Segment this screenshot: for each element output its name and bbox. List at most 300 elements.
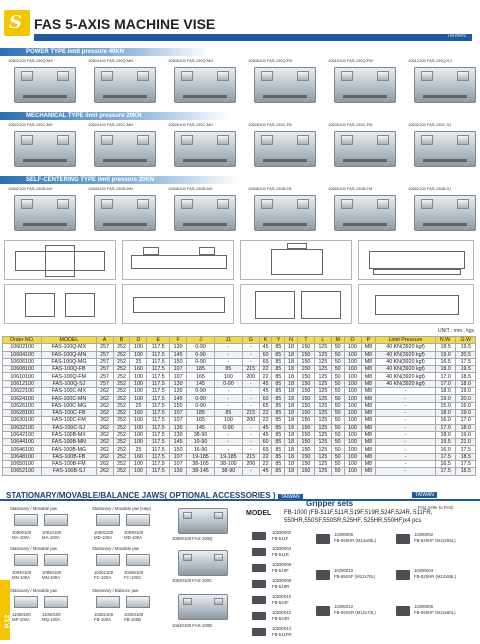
table-header-cell: K <box>259 337 272 344</box>
table-cell: 18 <box>285 453 298 460</box>
vise-image <box>334 131 396 167</box>
table-cell: 85 <box>214 366 242 373</box>
gripper-image <box>396 570 410 580</box>
jaw-image <box>44 596 68 608</box>
table-header-row <box>3 337 476 344</box>
table-cell: 38-145 <box>187 468 215 475</box>
table-cell: 18 <box>285 409 298 416</box>
table-cell: 22 <box>259 409 272 416</box>
table-cell: M8 <box>361 468 376 475</box>
table-cell: 100 <box>130 424 147 431</box>
table-row <box>3 380 476 387</box>
table-cell: 40 KN(3920 kgf) <box>376 373 435 380</box>
table-cell: 18.5 <box>456 468 476 475</box>
table-cell: 18 <box>285 358 298 365</box>
table-cell: 10610100 <box>3 373 42 380</box>
section-label-power: POWER TYPE limit pressure 40KN <box>0 48 210 56</box>
table-cell: 10624100 <box>3 395 42 402</box>
table-cell: 252 <box>113 431 130 438</box>
table-cell: 125 <box>314 366 331 373</box>
table-cell: 18.0 <box>456 424 476 431</box>
table-cell: FAS-100Q-MX <box>42 344 96 351</box>
table-cell: 262 <box>96 424 113 431</box>
vise-image <box>14 67 76 103</box>
table-cell: - <box>214 358 242 365</box>
jaw-code: 10920100 <box>94 530 114 535</box>
table-cell: 262 <box>96 402 113 409</box>
table-cell: - <box>214 344 242 351</box>
table-cell: 117.5 <box>147 395 170 402</box>
table-cell: 252 <box>113 380 130 387</box>
jaw-image <box>126 596 150 608</box>
table-cell: 40 KN(3920 kgf) <box>376 358 435 365</box>
table-cell: 160 <box>130 366 147 373</box>
table-cell: 117.5 <box>147 417 170 424</box>
table-cell: 100 <box>344 351 361 358</box>
table-cell: FAS-100Q-FB <box>42 366 96 373</box>
table-cell: M8 <box>361 395 376 402</box>
vise-image <box>174 131 236 167</box>
table-cell: 262 <box>96 431 113 438</box>
jaw-code: 10282100 <box>94 612 114 617</box>
table-cell: 0-90 <box>187 402 215 409</box>
table-header-cell: J1 <box>214 337 242 344</box>
jaw-model: FC-100A <box>94 575 112 580</box>
table-cell: M8 <box>361 424 376 431</box>
jaw-code: 10930100 <box>124 530 144 535</box>
table-cell: 117.5 <box>147 388 170 395</box>
table-cell: 150 <box>297 424 314 431</box>
table-cell: FAS-100Q-SJ <box>42 380 96 387</box>
table-cell: 100 <box>344 388 361 395</box>
table-cell: - <box>242 439 259 446</box>
table-cell: 17.0 <box>435 380 456 387</box>
table-header-cell: E <box>147 337 170 344</box>
table-cell: 100 <box>130 373 147 380</box>
table-header-cell: T <box>297 337 314 344</box>
table-cell: - <box>214 402 242 409</box>
table-cell: 117.5 <box>147 424 170 431</box>
table-cell: 150 <box>297 402 314 409</box>
table-row <box>3 366 476 373</box>
model-text: FB-1000 (FB-511F,511R,519F,519R,524F,524R, 511FR, 550HR,550SF,550SR,525HF, 525HR,550HF)x4 pcs <box>284 510 433 524</box>
table-cell: 125 <box>314 461 331 468</box>
gripper-code: 10290006 <box>414 604 434 609</box>
brand-logo: S <box>4 10 30 36</box>
table-cell: 107 <box>170 453 187 460</box>
table-cell: 107 <box>170 409 187 416</box>
table-cell: 50 <box>331 453 344 460</box>
gripper-code: 10290002 <box>272 530 292 535</box>
table-row <box>3 446 476 453</box>
vise-image <box>174 67 236 103</box>
technical-drawings <box>4 240 476 326</box>
table-cell: 18.5 <box>435 344 456 351</box>
table-cell: 10628100 <box>3 409 42 416</box>
table-cell: 150 <box>297 351 314 358</box>
table-cell: 262 <box>96 446 113 453</box>
jaw-model: FB-100A <box>94 617 111 622</box>
table-cell: 117.5 <box>147 366 170 373</box>
product-code: 10612100 FAS-100Q-SJ <box>408 58 452 63</box>
jaw-model: MN-100A <box>42 575 61 580</box>
jaw-model: MD-100A <box>94 535 113 540</box>
table-cell: 150 <box>297 409 314 416</box>
table-cell: 117.5 <box>147 446 170 453</box>
table-cell: 100 <box>344 402 361 409</box>
gripper-code: 10290006 <box>272 562 292 567</box>
assembled-vise-column <box>170 506 240 641</box>
table-cell: 252 <box>113 351 130 358</box>
table-cell: 85 <box>272 446 285 453</box>
table-cell: 100 <box>344 409 361 416</box>
jaw-image <box>44 554 68 566</box>
table-cell: 45 <box>259 344 272 351</box>
table-cell: 150 <box>170 402 187 409</box>
table-cell: 257 <box>96 358 113 365</box>
table-cell: 16.0 <box>435 446 456 453</box>
table-cell: 150 <box>297 395 314 402</box>
gripper-model: FB-511F <box>272 536 289 541</box>
table-cell: 262 <box>96 453 113 460</box>
table-row <box>3 358 476 365</box>
table-cell: 18.0 <box>435 388 456 395</box>
table-cell: - <box>376 446 435 453</box>
gripper-image <box>252 628 266 636</box>
table-cell: 18 <box>285 417 298 424</box>
page-number: P.12 <box>4 614 12 629</box>
table-cell: 100 <box>344 366 361 373</box>
table-cell: M8 <box>361 446 376 453</box>
table-cell: 100 <box>344 431 361 438</box>
table-cell: 130 <box>170 388 187 395</box>
vise-image <box>94 67 156 103</box>
table-header-cell: N <box>285 337 298 344</box>
table-cell: 60 <box>259 439 272 446</box>
table-cell: 100 <box>344 417 361 424</box>
table-cell: - <box>242 380 259 387</box>
gripper-code: 10290010 <box>334 568 354 573</box>
table-row <box>3 373 476 380</box>
table-cell: FAS-100C-FM <box>42 417 96 424</box>
gripper-model: FB-524F <box>272 600 289 605</box>
gripper-code: 10290012 <box>272 610 292 615</box>
table-cell: 85 <box>272 439 285 446</box>
table-cell: 117.5 <box>147 373 170 380</box>
table-cell: 100 <box>344 446 361 453</box>
table-cell: - <box>242 351 259 358</box>
table-cell: 85 <box>272 468 285 475</box>
table-cell: 16.5 <box>435 461 456 468</box>
table-cell: 60 <box>259 351 272 358</box>
table-cell: 18 <box>285 344 298 351</box>
table-cell: 252 <box>113 358 130 365</box>
table-cell: 16.0 <box>456 402 476 409</box>
table-cell: 100 <box>130 468 147 475</box>
drawing-jaw-detail <box>122 284 234 324</box>
table-cell: 150 <box>297 446 314 453</box>
product-code: 10646100 FAS-100B-MG <box>168 186 213 191</box>
table-cell: 85 <box>272 453 285 460</box>
jaw-image <box>126 554 150 566</box>
table-header-cell: Order NO. <box>3 337 42 344</box>
table-cell: 100 <box>344 461 361 468</box>
table-cell: 165 <box>187 417 215 424</box>
table-cell: 85 <box>272 417 285 424</box>
table-cell: - <box>214 395 242 402</box>
table-cell: 145 <box>170 395 187 402</box>
table-header-cell: J <box>187 337 215 344</box>
table-cell: 200 <box>242 461 259 468</box>
table-cell: 0-90 <box>214 424 242 431</box>
jaw-group-label: Stationary / Balance jaw <box>92 588 139 593</box>
table-cell: 16-90 <box>187 446 215 453</box>
jaw-group-label: Stationary / Movable jaw (step) <box>92 506 151 511</box>
accessories-tag: TAIWAN <box>278 494 303 500</box>
table-header-cell: A <box>96 337 113 344</box>
table-cell: 252 <box>113 388 130 395</box>
table-cell: - <box>376 461 435 468</box>
table-cell: 50 <box>331 468 344 475</box>
table-row <box>3 395 476 402</box>
table-cell: 50 <box>331 431 344 438</box>
vise-image <box>254 131 316 167</box>
table-row <box>3 351 476 358</box>
drawing-section-view <box>358 240 474 280</box>
gripper-title-wrap <box>306 493 353 511</box>
jaw-model: MA-100A <box>42 535 60 540</box>
table-cell: 252 <box>113 344 130 351</box>
table-cell: - <box>376 395 435 402</box>
table-cell: 22 <box>259 417 272 424</box>
table-cell: 252 <box>113 446 130 453</box>
table-cell: 262 <box>96 439 113 446</box>
vise-image <box>94 131 156 167</box>
table-cell: - <box>242 395 259 402</box>
table-cell: 65 <box>259 358 272 365</box>
table-cell: 50 <box>331 424 344 431</box>
table-cell: 185 <box>187 366 215 373</box>
table-cell: M8 <box>361 439 376 446</box>
table-cell: 125 <box>314 344 331 351</box>
table-cell: 107 <box>170 366 187 373</box>
table-cell: 18.5 <box>456 453 476 460</box>
table-cell: 85 <box>272 380 285 387</box>
table-row <box>3 461 476 468</box>
table-cell: 17.5 <box>456 446 476 453</box>
table-cell: 252 <box>113 373 130 380</box>
table-cell: - <box>242 424 259 431</box>
table-cell: 85 <box>272 366 285 373</box>
table-cell: 60 <box>259 395 272 402</box>
table-cell: 85 <box>272 402 285 409</box>
table-cell: 117.5 <box>147 453 170 460</box>
table-cell: 117.5 <box>147 351 170 358</box>
table-cell: - <box>242 402 259 409</box>
table-cell: 200 <box>242 373 259 380</box>
table-cell: 20.0 <box>456 395 476 402</box>
section-label-self-centering: SELF-CENTERING TYPE limit pressure 20KN <box>0 176 240 184</box>
table-header-cell: L <box>314 337 331 344</box>
jaw-image <box>96 554 120 566</box>
table-cell: FAS-100B-MG <box>42 446 96 453</box>
drawing-top-view <box>4 240 116 280</box>
accessories-title: STATIONARY/MOVABLE/BALANCE JAWS( OPTIONAL ACCESSORIES ) TAIWAN <box>6 491 303 500</box>
jaw-image <box>126 514 150 526</box>
jaw-image <box>96 596 120 608</box>
table-cell: - <box>376 468 435 475</box>
table-cell: 45 <box>259 424 272 431</box>
jaw-group-label: Stationary / Movable jaw <box>10 588 57 593</box>
table-cell: 257 <box>96 344 113 351</box>
table-cell: 150 <box>170 446 187 453</box>
page-title: FAS 5-AXIS MACHINE VISE <box>34 16 216 32</box>
table-cell: 38-100 <box>214 461 242 468</box>
table-cell: 45 <box>259 431 272 438</box>
table-row <box>3 388 476 395</box>
jaw-group-label: Stationary / Movable jaw <box>10 506 57 511</box>
table-cell: 185 <box>187 409 215 416</box>
table-cell: 0-90 <box>187 344 215 351</box>
table-cell: M8 <box>361 461 376 468</box>
table-cell: M8 <box>361 453 376 460</box>
vise-image <box>414 195 476 231</box>
table-cell: 21.0 <box>456 439 476 446</box>
table-header-cell: D <box>130 337 147 344</box>
drawing-side-view <box>122 240 234 280</box>
table-cell: 10632100 <box>3 424 42 431</box>
gripper-code: 10290004 <box>414 568 434 573</box>
product-code: 10608100 FAS-100Q-FB <box>248 58 293 63</box>
table-cell: 50 <box>331 417 344 424</box>
vise-caption: 10640100 FAS-100B <box>172 623 212 628</box>
table-cell: 117.5 <box>147 461 170 468</box>
table-cell: 150 <box>297 453 314 460</box>
table-cell: 50 <box>331 373 344 380</box>
table-cell: 100 <box>214 417 242 424</box>
table-cell: 100 <box>344 380 361 387</box>
table-cell: 125 <box>314 395 331 402</box>
table-cell: 150 <box>297 417 314 424</box>
table-cell: 50 <box>331 344 344 351</box>
table-cell: M8 <box>361 409 376 416</box>
table-cell: 117.5 <box>147 431 170 438</box>
table-cell: 125 <box>314 402 331 409</box>
table-cell: 17.5 <box>456 358 476 365</box>
gripper-model: FB-519R <box>272 584 290 589</box>
table-cell: 65 <box>259 402 272 409</box>
vise-image <box>14 131 76 167</box>
table-cell: 257 <box>96 351 113 358</box>
page-number-tab <box>0 580 10 640</box>
table-cell: 130 <box>170 468 187 475</box>
jaw-model: MP-100A <box>12 617 30 622</box>
gripper-model: FB-524R <box>272 616 290 621</box>
table-cell: 125 <box>314 424 331 431</box>
table-cell: 100 <box>344 424 361 431</box>
jaw-image <box>14 554 38 566</box>
table-cell: 150 <box>297 468 314 475</box>
product-code: 10650100 FAS-100B-FM <box>328 186 373 191</box>
gripper-image <box>396 606 410 616</box>
table-cell: FAS-100B-SJ <box>42 468 96 475</box>
table-cell: 252 <box>113 366 130 373</box>
section-self-centering-row <box>2 186 478 238</box>
jaw-group-label: Stationary / Movable jaw <box>10 546 57 551</box>
table-cell: 0-90 <box>187 351 215 358</box>
table-cell: 262 <box>96 388 113 395</box>
table-cell: 100 <box>344 344 361 351</box>
table-cell: 85 <box>272 395 285 402</box>
table-row <box>3 439 476 446</box>
table-cell: 262 <box>96 409 113 416</box>
table-cell: 150 <box>297 439 314 446</box>
table-cell: 19-185 <box>187 453 215 460</box>
table-body <box>3 344 476 475</box>
jaw-image <box>14 596 38 608</box>
table-cell: 130 <box>170 424 187 431</box>
jaw-code: 10910100 <box>42 530 62 535</box>
table-cell: - <box>214 439 242 446</box>
table-cell: M8 <box>361 358 376 365</box>
product-code: 10632100 FAS-100C-SJ <box>408 122 452 127</box>
table-cell: 50 <box>331 380 344 387</box>
gripper-image <box>316 534 330 544</box>
table-cell: 0-90 <box>187 388 215 395</box>
table-cell: 130 <box>170 344 187 351</box>
table-cell: FAS-100B-FB <box>42 453 96 460</box>
table-cell: 117.5 <box>147 358 170 365</box>
table-cell: 40 KN(3920 kgf) <box>376 366 435 373</box>
table-cell: 130 <box>170 380 187 387</box>
table-cell: 145 <box>187 424 215 431</box>
table-cell: 10644100 <box>3 439 42 446</box>
table-cell: 100 <box>130 461 147 468</box>
table-cell: FAS-100B-FM <box>42 461 96 468</box>
gripper-model: FB-550HR (M12x60L) <box>334 538 377 543</box>
gripper-model <box>246 510 476 530</box>
table-cell: 10630100 <box>3 417 42 424</box>
table-cell: 100 <box>214 373 242 380</box>
table-cell: 85 <box>272 424 285 431</box>
table-cell: 100 <box>130 431 147 438</box>
vise-image <box>414 67 476 103</box>
table-cell: 125 <box>314 380 331 387</box>
section-power-row <box>2 58 478 110</box>
table-cell: 100 <box>344 395 361 402</box>
table-cell: 165 <box>187 373 215 380</box>
table-cell: 38-165 <box>187 461 215 468</box>
gripper-code: 10290006 <box>334 532 354 537</box>
table-cell: - <box>242 446 259 453</box>
table-cell: 150 <box>297 344 314 351</box>
table-cell: 262 <box>96 417 113 424</box>
table-cell: - <box>242 388 259 395</box>
table-cell: 65 <box>259 446 272 453</box>
table-cell: 100 <box>130 380 147 387</box>
table-cell: 40 KN(3920 kgf) <box>376 344 435 351</box>
jaw-code: 11060100 <box>42 612 61 617</box>
product-code: 10642100 FAS-100B-MX <box>8 186 53 191</box>
table-cell: 125 <box>314 439 331 446</box>
table-header-cell: MODEL <box>42 337 96 344</box>
table-cell: 40 KN(3920 kgf) <box>376 380 435 387</box>
vise-image <box>14 195 76 231</box>
table-cell: 107 <box>170 461 187 468</box>
gripper-title: Gripper sets <box>306 499 354 508</box>
table-cell: 125 <box>314 417 331 424</box>
table-cell: 100 <box>344 439 361 446</box>
